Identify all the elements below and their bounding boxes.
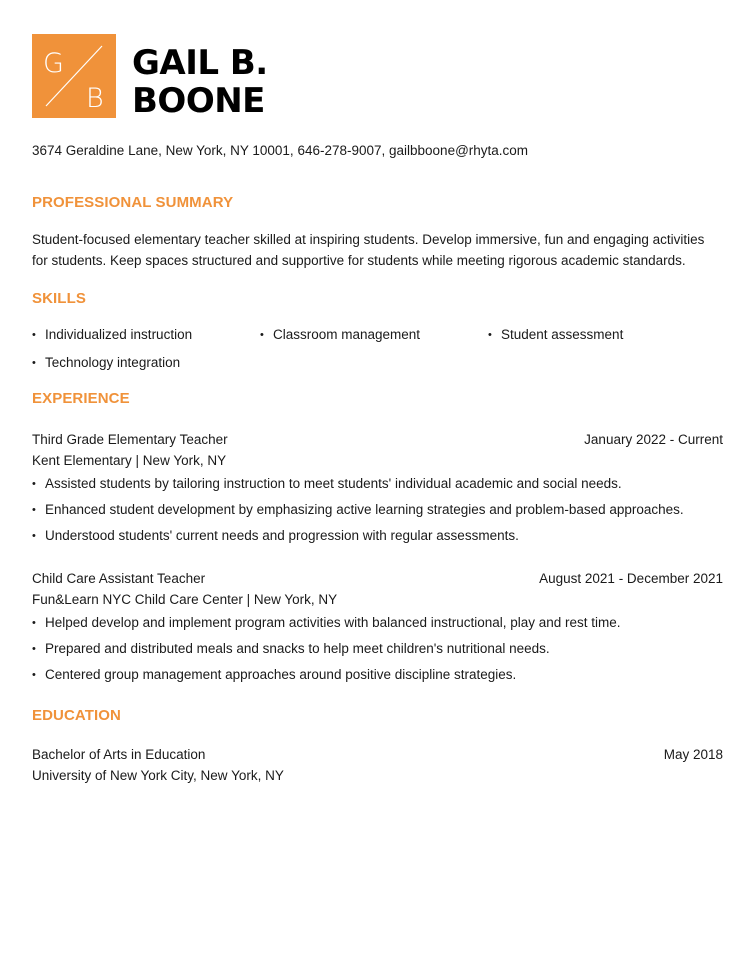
monogram-logo [32, 34, 116, 118]
job-bullet: • Helped develop and implement program activities with balanced instructional, play and rest time. [32, 610, 723, 636]
job-bullet: • Understood students' current needs and progression with regular assessments. [32, 523, 723, 549]
degree: Bachelor of Arts in Education [32, 747, 206, 762]
candidate-name [132, 44, 268, 120]
job-bullets [32, 471, 723, 549]
job-entry [32, 568, 723, 688]
contact-info: 3674 Geraldine Lane, New York, NY 10001, 646-278-9007, gailbboone@rhyta.com [32, 143, 529, 158]
monogram-last-initial: B [86, 83, 104, 114]
school: University of New York City, New York, NY [32, 768, 284, 783]
job-bullet: • Prepared and distributed meals and snacks to help meet children's nutritional needs. [32, 636, 723, 662]
job-employer: Kent Elementary | New York, NY [32, 453, 227, 468]
monogram-first-initial: G [43, 48, 64, 79]
job-role: Third Grade Elementary Teacher [32, 432, 228, 447]
education-entry [32, 744, 723, 786]
skill-item: • Technology integration [32, 355, 260, 371]
resume-header [32, 34, 723, 121]
job-bullet: • Centered group management approaches around positive discipline strategies. [32, 662, 723, 688]
summary-heading: PROFESSIONAL SUMMARY [32, 194, 234, 211]
job-bullet: • Assisted students by tailoring instruction to meet students' individual academic and social needs. [32, 471, 723, 497]
skill-item: • Individualized instruction [32, 327, 260, 343]
name-line-1: GAIL B. [132, 43, 268, 83]
job-bullet: • Enhanced student development by emphasizing active learning strategies and problem-based approaches. [32, 497, 723, 523]
name-line-2: BOONE [132, 81, 265, 121]
job-entry [32, 429, 723, 549]
skills-heading: SKILLS [32, 290, 86, 307]
education-heading: EDUCATION [32, 707, 121, 724]
job-dates: August 2021 - December 2021 [539, 571, 723, 586]
experience-heading: EXPERIENCE [32, 390, 130, 407]
skills-list [32, 327, 723, 371]
job-role: Child Care Assistant Teacher [32, 571, 206, 586]
job-dates: January 2022 - Current [584, 432, 723, 447]
summary-text: Student-focused elementary teacher skilled at inspiring students. Develop immersive, fun and engaging activities for students. Keep spaces structured and supportive for students while meeting rigorous academic standards. [32, 232, 705, 268]
job-employer: Fun&Learn NYC Child Care Center | New York, NY [32, 592, 338, 607]
skill-item: • Student assessment [488, 327, 723, 343]
resume [32, 34, 723, 786]
job-bullets [32, 610, 723, 688]
skill-item: • Classroom management [260, 327, 488, 343]
graduation-date: May 2018 [663, 747, 723, 762]
